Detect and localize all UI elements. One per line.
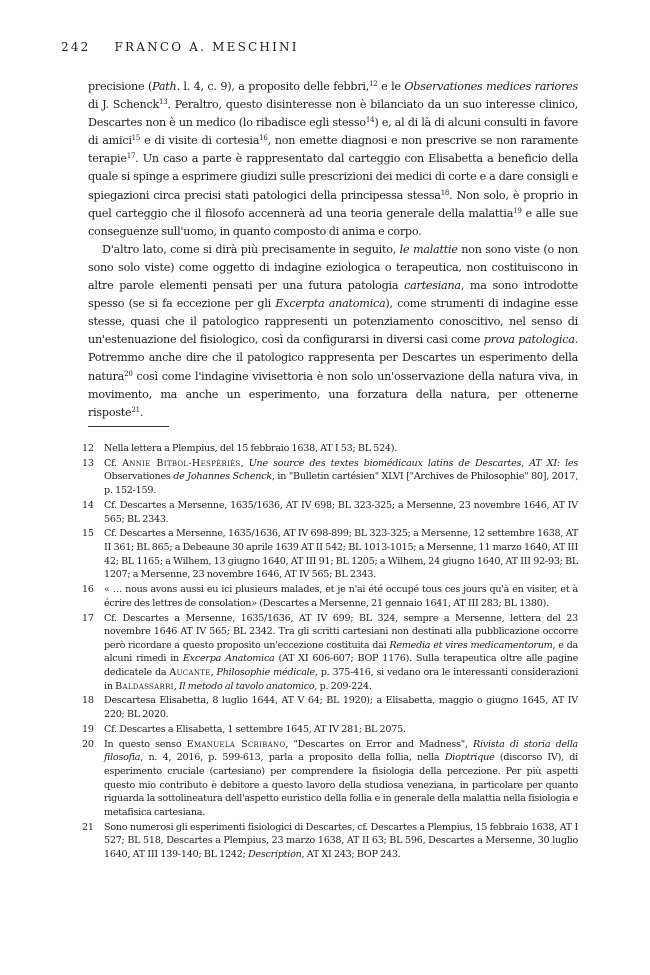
- italic-span: Rivista di storia della filosofia: [104, 738, 579, 764]
- italic-span: le malattie: [399, 242, 458, 256]
- italic-span: de Johannes Schenck: [173, 471, 272, 483]
- text-span: e di visite di cortesia: [140, 134, 260, 148]
- footnote-ref-17[interactable]: 17: [126, 152, 136, 161]
- footnote-number: 19: [82, 723, 94, 735]
- page-number: 242: [61, 40, 91, 54]
- footnote-text: [104, 821, 578, 862]
- paragraph-1: [88, 78, 578, 241]
- footnote-number: 18: [82, 695, 94, 707]
- footnote-13: [82, 457, 578, 498]
- footnote-text: [104, 583, 578, 610]
- text-span: ) e, al di là di alcuni consulti in favore di amici: [88, 116, 579, 148]
- footnote-19: [82, 723, 578, 737]
- text-span: In questo senso: [104, 738, 187, 750]
- text-span: Observationes: [104, 471, 174, 483]
- text-span: Cf. Descartes a Mersenne, 1635/1636, AT IV 699; BL 324, sempre a Mersenne, lettera del 23 novembre 1646 AT IV 565; BL 2342. Tra gli scritti cartesiani non destinati alla pubblicazione occorre però ricordare a questo proposito un'eccezione costituita dai: [104, 612, 578, 651]
- italic-span: Observationes medices rariores: [404, 80, 578, 93]
- text-span: , in "Bulletin cartésien" XLVI ["Archives de Philosophie" 80], 2017, p. 152-159.: [104, 471, 578, 497]
- text-span: . Peraltro, questo disinteresse non è bilanciato da un suo interesse clinico, Descartes non è un medico (lo ribadisce egli stesso: [88, 98, 578, 130]
- footnote-20: [82, 738, 578, 820]
- italic-span: Une source des textes biomédicaux latins de Descartes, AT XI: les: [248, 457, 578, 469]
- italic-span: Description: [247, 848, 302, 860]
- text-span: « … nous avons aussi eu ici plusieurs malades, et je n'ai été occupé tous ces jours qu'à en visiter, et à écrire des lettres de consolation» (Descartes a Mersenne, 21 gennaio 1641, AT III 283; BL 1380).: [104, 584, 578, 609]
- footnote-text: [104, 527, 578, 581]
- text-span: (AT XI 606-607; BOP 1176). Sulla terapeutica oltre alle pagine dedicatele da: [104, 653, 578, 678]
- author-name: Annie Bitbol-Hespériès: [122, 457, 241, 469]
- text-span: , AT XI 243; BOP 243.: [301, 848, 401, 860]
- text-span: , e da alcuni rimedi in: [104, 639, 578, 665]
- footnote-ref-16[interactable]: 16: [259, 134, 268, 143]
- text-span: precisione (: [88, 80, 153, 93]
- text-span: , ma sono introdotte spesso (se si fa eccezione per gli: [88, 279, 578, 311]
- italic-span: Philosophie médicale: [216, 666, 315, 678]
- footnote-text: [104, 738, 578, 820]
- text-span: ,: [173, 680, 179, 692]
- text-span: e le: [377, 80, 405, 93]
- italic-span: Excerpa Anatomica: [182, 653, 275, 665]
- author-name: Aucante: [169, 666, 211, 678]
- footnote-16: [82, 583, 578, 610]
- italic-span: Path: [152, 80, 177, 93]
- footnote-text: [104, 499, 578, 526]
- footnote-number: 16: [82, 584, 94, 596]
- footnote-number: 13: [82, 457, 94, 469]
- text-span: Sono numerosi gli esperimenti fisiologici di Descartes, cf. Descartes a Plempius, 15 febbraio 1638, AT I 527; BL 518, Descartes a Plempius, 23 marzo 1638, AT II 63; BL 596, Descartes a Mersenne, 30 luglio 1640, AT III 139-140; BL 1242;: [104, 821, 578, 860]
- footnote-number: 20: [82, 738, 94, 750]
- footnote-text: [104, 457, 578, 498]
- text-span: ,: [240, 457, 249, 469]
- footnote-21: [82, 821, 578, 862]
- footnote-ref-20[interactable]: 20: [124, 369, 133, 378]
- footnote-ref-21[interactable]: 21: [131, 405, 140, 414]
- text-span: , p. 375-416, si vedano ora le interessanti considerazioni in: [104, 666, 579, 692]
- main-text: [88, 78, 578, 422]
- text-span: . Un caso a parte è rappresentato dal carteggio con Elisabetta a beneficio della quale si spinge a esprimere giudizi sulle prescrizioni dei medici di corte e a dare consigli e spiegazioni circa precisi stati patologici della principessa stessa: [88, 152, 578, 202]
- footnote-text: [104, 442, 578, 456]
- footnote-number: 21: [82, 821, 94, 833]
- author-name: Baldassarri: [115, 680, 174, 692]
- text-span: . Potremmo anche dire che il patologico rappresenta per Descartes un esperimento della natura: [88, 333, 578, 383]
- footnotes: [82, 442, 578, 863]
- text-span: di J. Schenck: [88, 98, 160, 112]
- text-span: non sono viste (o non sono solo viste) come oggetto di indagine eziologica o terapeutica, non costituiscono in altre parole elementi pensati per una futura patologia: [88, 242, 578, 293]
- footnote-18: [82, 694, 578, 721]
- italic-span: Dioptrique: [444, 752, 495, 764]
- italic-span: Remedia et vires medicamentorum: [389, 639, 553, 651]
- footnote-ref-13[interactable]: 13: [159, 98, 168, 107]
- text-span: così come l'indagine vivisettoria è non solo un'osservazione della natura viva, in movimento, ma anche un esperimento, una forzatura della natura, per ottenerne risposte: [88, 369, 578, 419]
- italic-span: Excerpta anatomica: [275, 297, 386, 311]
- paragraph-2: [88, 241, 578, 422]
- footnote-number: 17: [82, 612, 94, 624]
- text-span: Cf. Descartes a Mersenne, 1635/1636, AT IV 698; BL 323-325; a Mersenne, 23 novembre 1646, AT IV 565; BL 2343.: [104, 499, 578, 525]
- text-span: . l. 4, c. 9), a proposito delle febbri,: [176, 80, 370, 93]
- text-span: ,: [210, 666, 217, 678]
- text-span: , n. 4, 2016, p. 599-613, parla a proposito della follia, nella: [140, 752, 445, 764]
- text-span: (discorso IV), di esperimento cruciale (cartesiano) per comprendere la fisiologia della percezione. Per più aspetti questo mio contributo è debitore a questo lavoro della studiosa veneziana, in particolare per quanto riguarda la sottolineatura dell'aspetto euristico della follia e in generale della malattia nella fisiologia e metafisica cartesiana.: [104, 752, 578, 818]
- text-span: Cf.: [104, 457, 123, 469]
- running-header: [61, 40, 299, 54]
- footnote-number: 15: [82, 528, 94, 540]
- footnote-text: [104, 723, 578, 737]
- author-name: Emanuela Scribano: [186, 738, 286, 750]
- footnote-ref-14[interactable]: 14: [365, 116, 375, 125]
- footnote-number: 12: [82, 443, 94, 454]
- text-span: , p. 209-224.: [314, 680, 372, 692]
- text-span: .: [139, 405, 144, 419]
- footnote-ref-18[interactable]: 18: [440, 188, 450, 197]
- italic-span: cartesiana: [404, 279, 461, 293]
- text-span: ), come strumenti di indagine esse stesse, quasi che il patologico rappresenti un potenziamento conoscitivo, nel senso di un'estenuazione del fisiologico, così da configurarsi in diversi casi come: [88, 297, 579, 347]
- text-span: , non emette diagnosi e non prescrive se non raramente terapie: [88, 134, 578, 166]
- footnote-text: [104, 612, 578, 694]
- footnote-12: [82, 442, 578, 456]
- running-title: FRANCO A. MESCHINI: [114, 40, 299, 54]
- footnote-ref-15[interactable]: 15: [131, 134, 141, 143]
- footnote-separator: [88, 426, 169, 427]
- text-span: . Non solo, è proprio in quel carteggio che il filosofo accennerà ad una teoria generale della malattia: [88, 188, 578, 220]
- italic-span: prova patologica: [483, 333, 575, 347]
- text-span: e alle sue conseguenze sull'uomo, in quanto composto di anima e corpo.: [88, 206, 578, 238]
- footnote-17: [82, 612, 578, 694]
- text-span: Nella lettera a Plempius, del 15 febbraio 1638, AT I 53; BL 524).: [104, 443, 398, 454]
- italic-span: Il metodo al tavolo anatomico: [178, 680, 315, 692]
- footnote-ref-19[interactable]: 19: [513, 206, 522, 215]
- footnote-number: 14: [82, 499, 94, 511]
- text-span: Descartesa Elisabetta, 8 luglio 1644, AT V 64; BL 1920); a Elisabetta, maggio o giugno 1645, AT IV 220; BL 2020.: [104, 695, 578, 721]
- text-span: Cf. Descartes a Elisabetta, 1 settembre 1645, AT IV 281; BL 2075.: [104, 723, 406, 735]
- footnote-ref-12[interactable]: 12: [369, 80, 378, 88]
- footnote-15: [82, 527, 578, 581]
- text-span: , "Descartes on Error and Madness",: [285, 738, 474, 750]
- text-span: D'altro lato, come si dirà più precisamente in seguito,: [102, 242, 400, 256]
- footnote-14: [82, 499, 578, 526]
- footnote-text: [104, 694, 578, 721]
- text-span: Cf. Descartes a Mersenne, 1635/1636, AT IV 698-899; BL 323-325; a Mersenne, 12 settembre 1638, AT II 361; BL 865; a Debeaune 30 aprile 1639 AT II 542; BL 1013-1015; a Mersenne, 11 marzo 1640, AT III 42; BL 1165; a Wilhem, 13 giugno 1640, AT III 91; BL 1205; a Wilhem, 24 giugno 1640, AT III 92-93; BL 1207; a Mersenne, 23 novembre 1646, AT IV 565; BL 2343.: [104, 528, 578, 581]
